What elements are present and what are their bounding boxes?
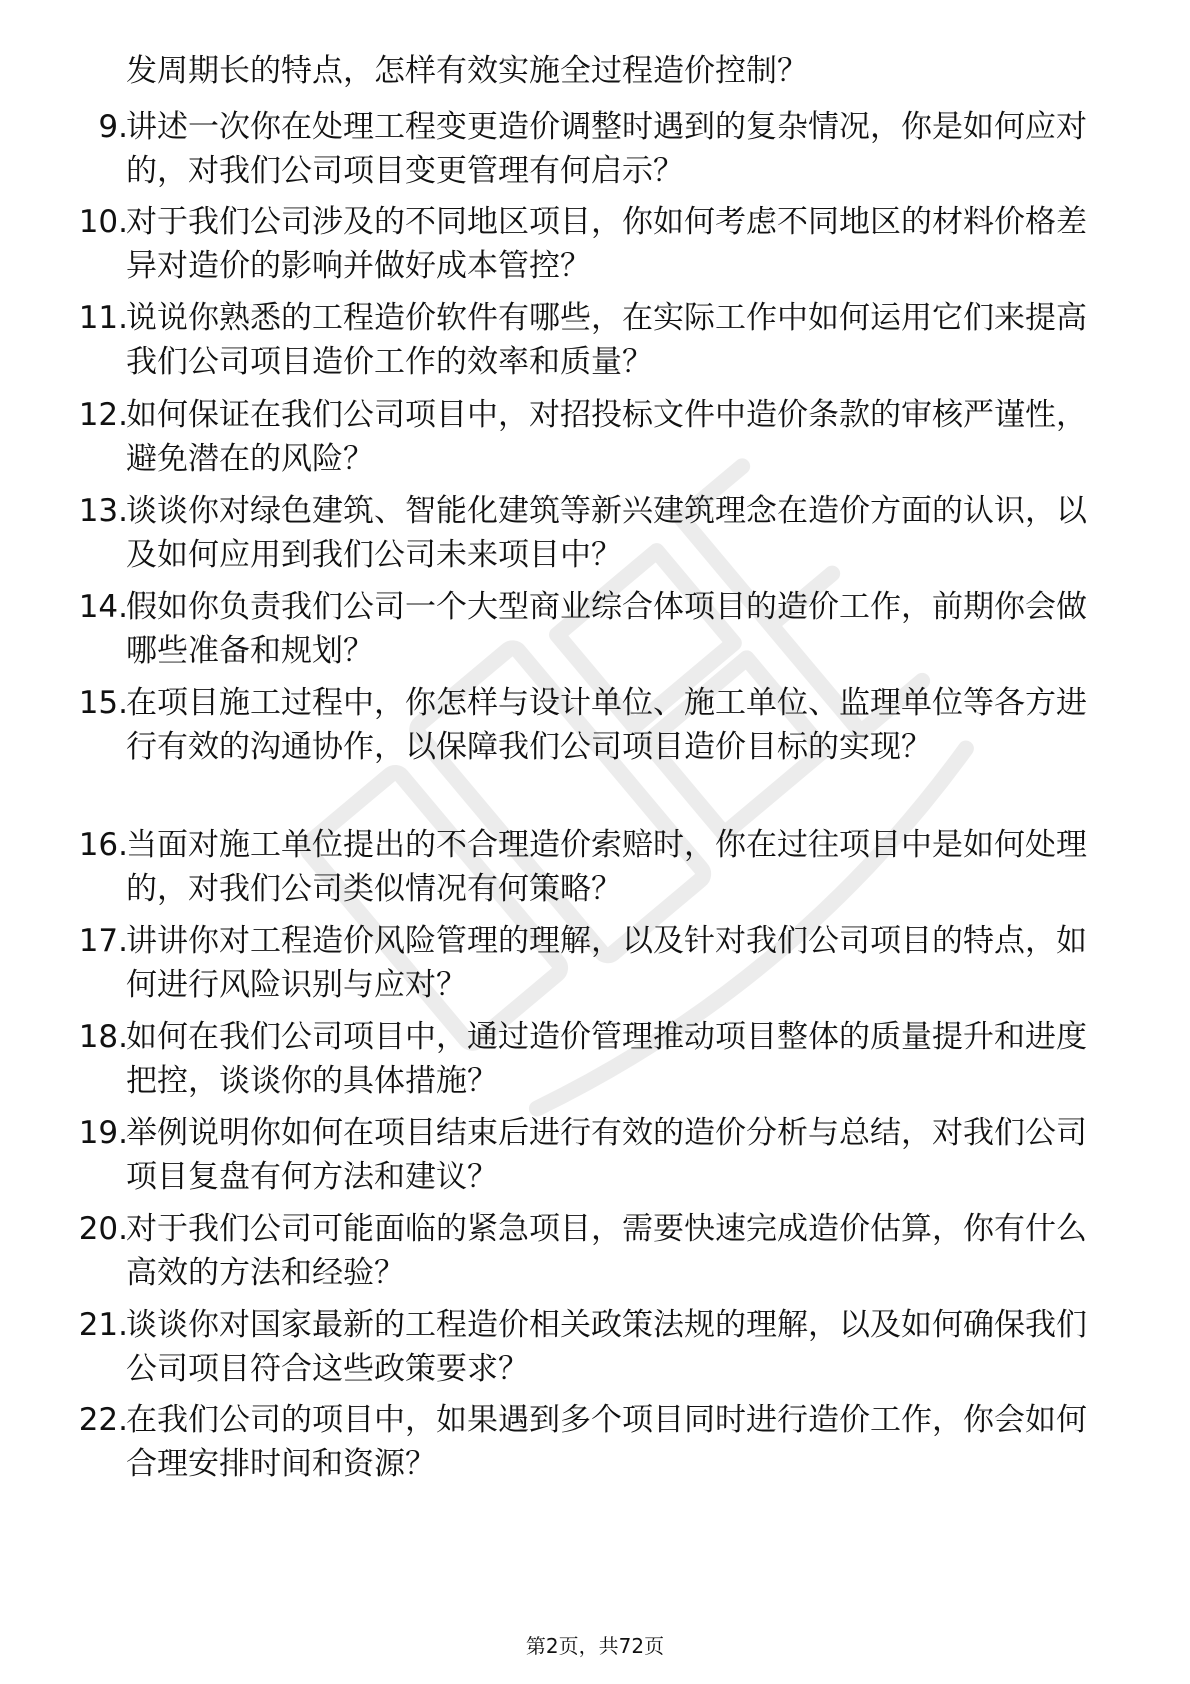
question-number: 16.	[78, 827, 128, 863]
question-text: 对于我们公司可能面临的紧急项目，需要快速完成造价估算，你有什么高效的方法和经验？	[126, 1211, 1087, 1291]
continued-question-text: 发周期长的特点，怎样有效实施全过程造价控制？	[126, 53, 808, 89]
question-number: 12.	[78, 397, 128, 433]
question-number: 10.	[78, 204, 128, 240]
question-number: 15.	[78, 685, 128, 721]
question-number: 22.	[78, 1402, 128, 1438]
question-number: 17.	[78, 923, 128, 959]
question-text: 讲述一次你在处理工程变更造价调整时遇到的复杂情况，你是如何应对的，对我们公司项目变更管理有何启示？	[126, 109, 1087, 189]
question-number: 13.	[78, 493, 128, 529]
question-number: 21.	[78, 1307, 128, 1343]
question-text: 讲讲你对工程造价风险管理的理解，以及针对我们公司项目的特点，如何进行风险识别与应对？	[126, 923, 1087, 1003]
question-text: 谈谈你对国家最新的工程造价相关政策法规的理解，以及如何确保我们公司项目符合这些政策要求？	[126, 1307, 1087, 1387]
question-text: 如何保证在我们公司项目中，对招投标文件中造价条款的审核严谨性，避免潜在的风险？	[126, 397, 1087, 477]
question-text: 当面对施工单位提出的不合理造价索赔时，你在过往项目中是如何处理的，对我们公司类似情况有何策略？	[126, 827, 1087, 907]
question-text: 在项目施工过程中，你怎样与设计单位、施工单位、监理单位等各方进行有效的沟通协作，以保障我们公司项目造价目标的实现？	[126, 685, 1087, 765]
question-number: 11.	[78, 300, 128, 336]
question-text: 如何在我们公司项目中，通过造价管理推动项目整体的质量提升和进度把控，谈谈你的具体措施？	[126, 1019, 1087, 1099]
question-number: 18.	[78, 1019, 128, 1055]
question-text: 假如你负责我们公司一个大型商业综合体项目的造价工作，前期你会做哪些准备和规划？	[126, 589, 1087, 669]
page-number: 第2页，共72页	[525, 1634, 665, 1658]
question-text: 举例说明你如何在项目结束后进行有效的造价分析与总结，对我们公司项目复盘有何方法和建议？	[126, 1115, 1087, 1195]
question-number: 9.	[98, 109, 128, 145]
question-number: 20.	[78, 1211, 128, 1247]
question-number: 14.	[78, 589, 128, 625]
question-text: 说说你熟悉的工程造价软件有哪些，在实际工作中如何运用它们来提高我们公司项目造价工作的效率和质量？	[126, 300, 1087, 380]
question-text: 在我们公司的项目中，如果遇到多个项目同时进行造价工作，你会如何合理安排时间和资源？	[126, 1402, 1087, 1482]
question-number: 19.	[78, 1115, 128, 1151]
question-text: 谈谈你对绿色建筑、智能化建筑等新兴建筑理念在造价方面的认识，以及如何应用到我们公司未来项目中？	[126, 493, 1087, 573]
question-text: 对于我们公司涉及的不同地区项目，你如何考虑不同地区的材料价格差异对造价的影响并做好成本管控？	[126, 204, 1087, 284]
